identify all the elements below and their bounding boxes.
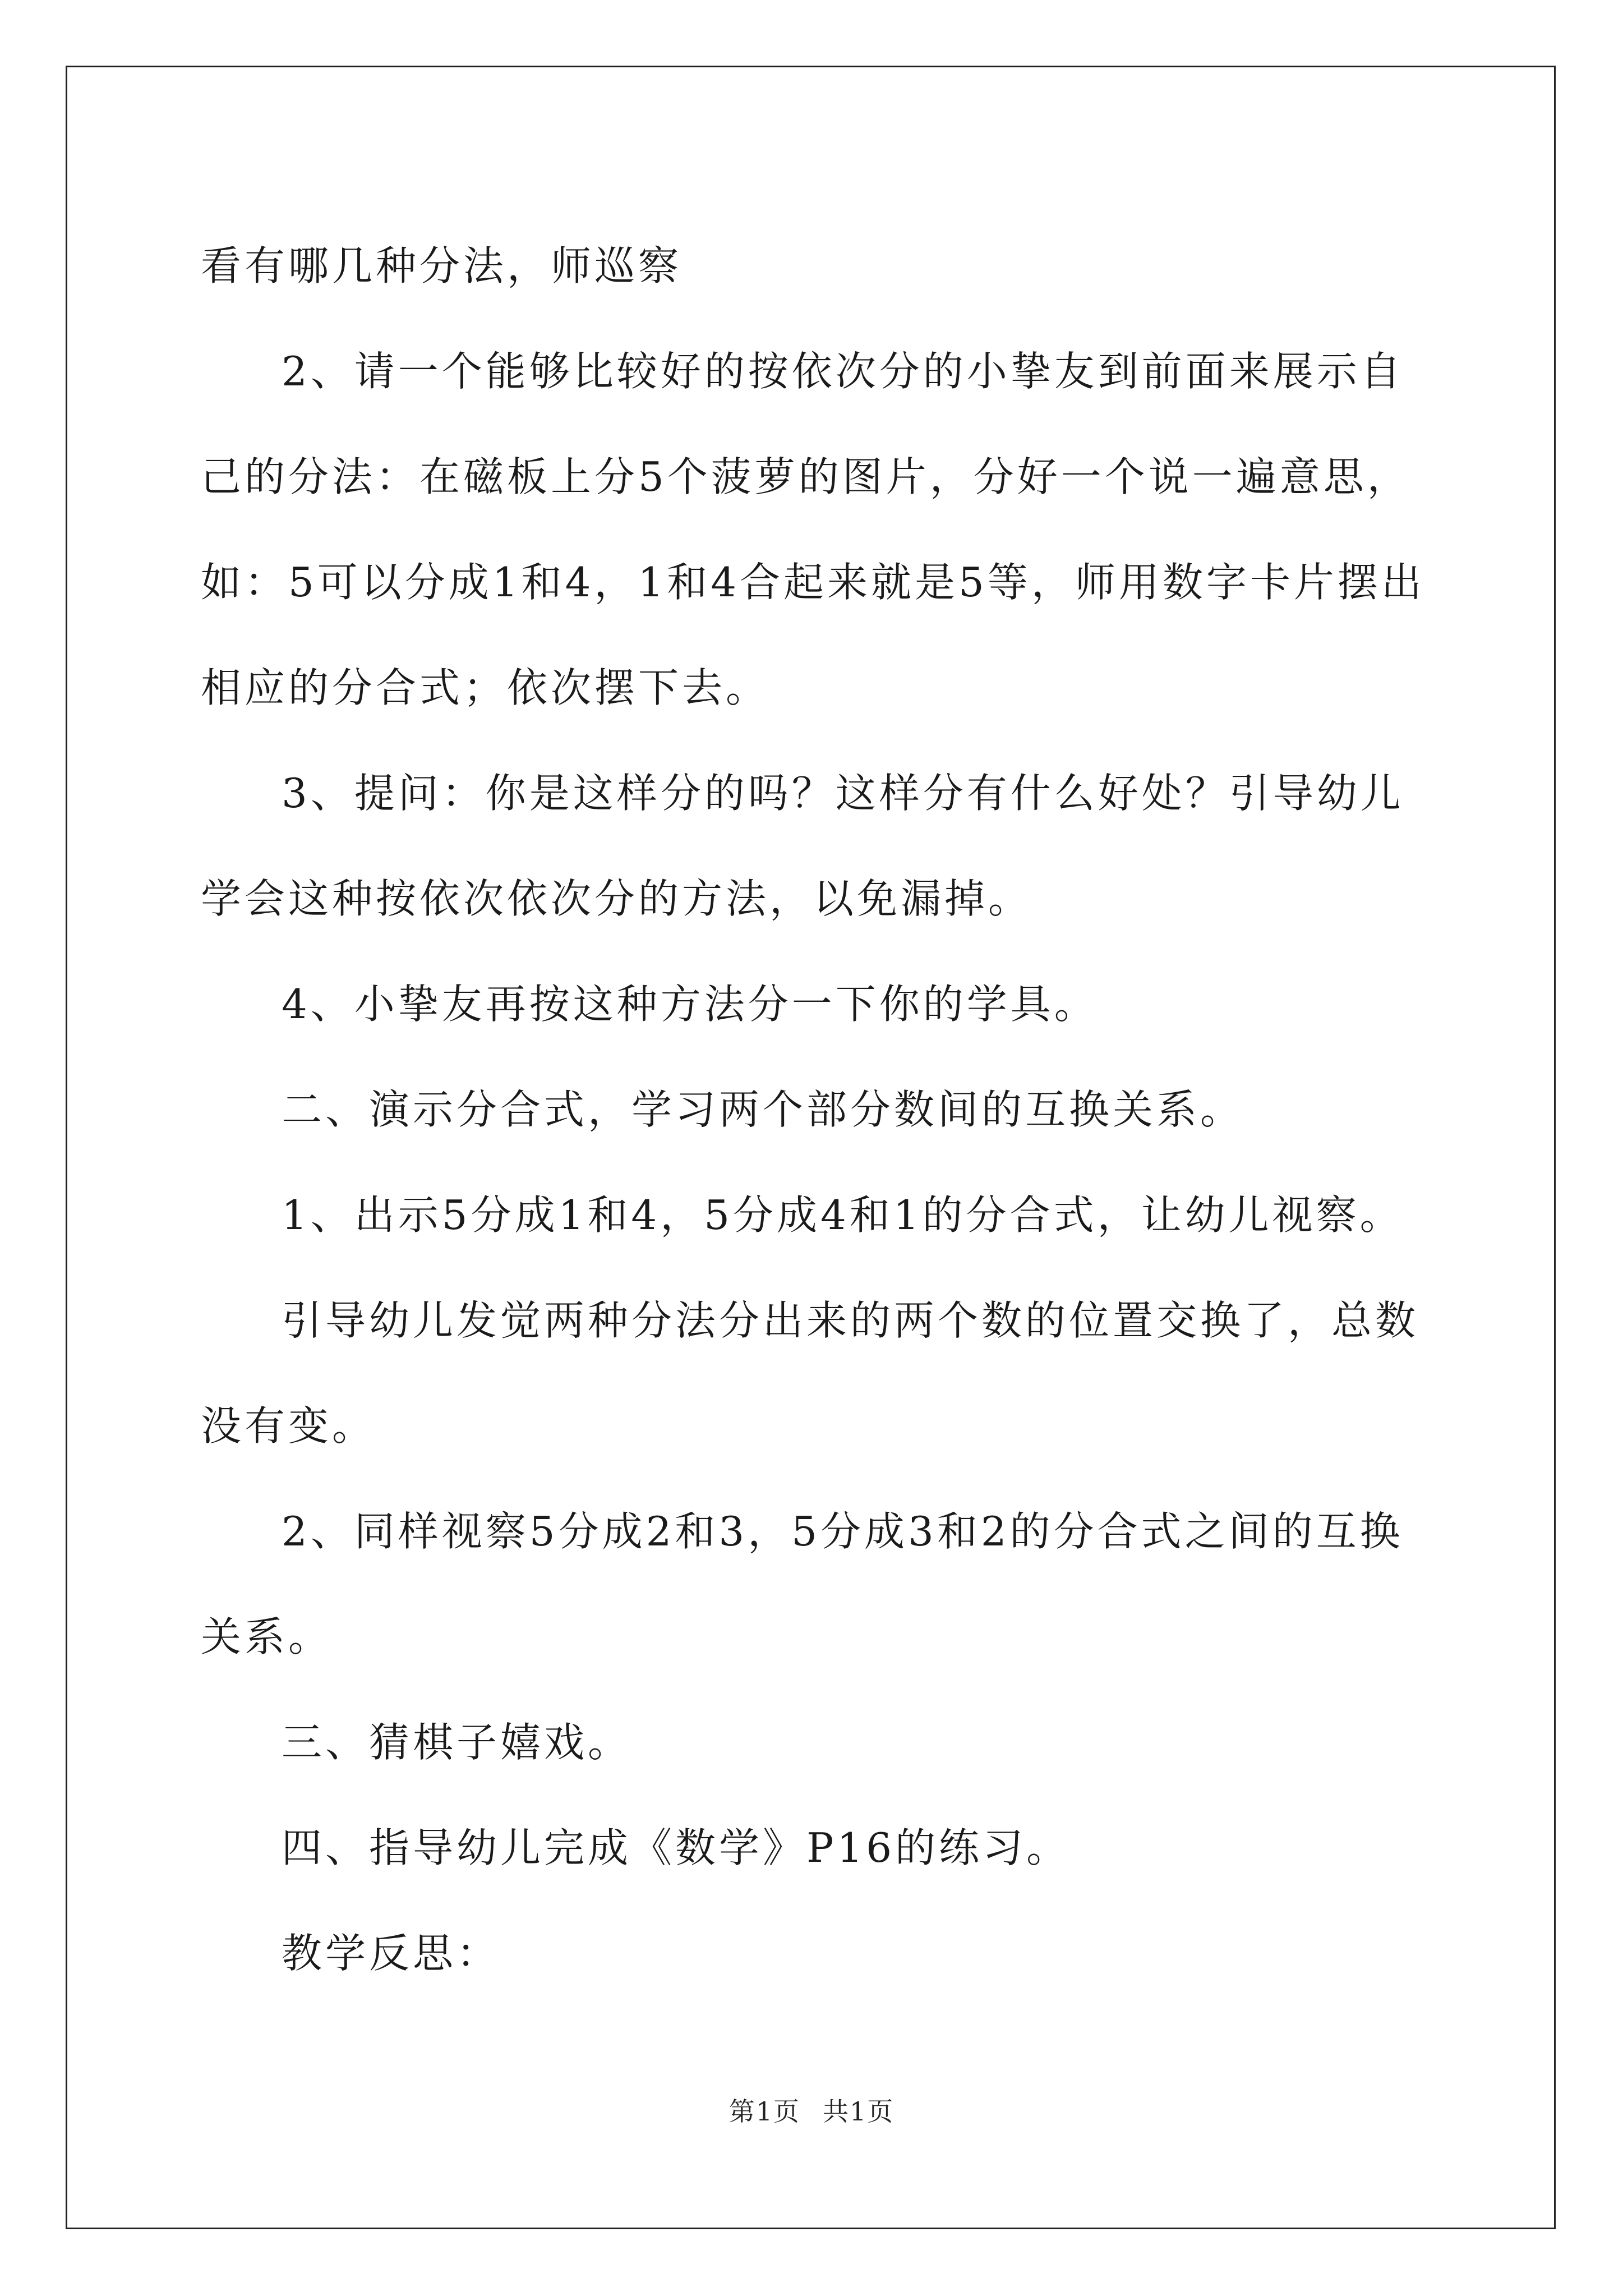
paragraph-5: 1、出示5分成1和4，5分成4和1的分合式，让幼儿视察。 <box>282 1191 1404 1239</box>
paragraph-3: 3、提问：你是这样分的吗？这样分有什么好处？引导幼儿学会这种按依次依次分的方法，以免漏掉。 <box>201 770 1404 922</box>
paragraph-6: 引导幼儿发觉两种分法分出来的两个数的位置交换了，总数没有变。 <box>201 1297 1419 1450</box>
page-number-current: 第1页 <box>728 2096 800 2127</box>
document-body <box>201 213 1429 2006</box>
page-number-total: 共1页 <box>823 2096 895 2127</box>
paragraph-4: 4、小挚友再按这种方法分一下你的学具。 <box>282 981 1098 1028</box>
paragraph-1: 看有哪几种分法，师巡察 <box>201 242 683 289</box>
section-heading-3: 三、猜棋子嬉戏。 <box>282 1719 632 1766</box>
reflection-heading: 教学反思： <box>282 1930 501 1977</box>
page-footer <box>0 2091 1623 2128</box>
paragraph-7: 2、同样视察5分成2和3，5分成3和2的分合式之间的互换关系。 <box>201 1508 1404 1660</box>
section-heading-4: 四、指导幼儿完成《数学》P16的练习。 <box>282 1824 1071 1871</box>
paragraph-2: 2、请一个能够比较好的按依次分的小挚友到前面来展示自己的分法：在磁板上分5个菠萝的图片，分好一个说一遍意思，如：5可以分成1和4，1和4合起来就是5等，师用数字卡片摆出相应的分合式；依次摆下去。 <box>201 348 1425 711</box>
section-heading-2: 二、演示分合式，学习两个部分数间的互换关系。 <box>282 1086 1244 1133</box>
